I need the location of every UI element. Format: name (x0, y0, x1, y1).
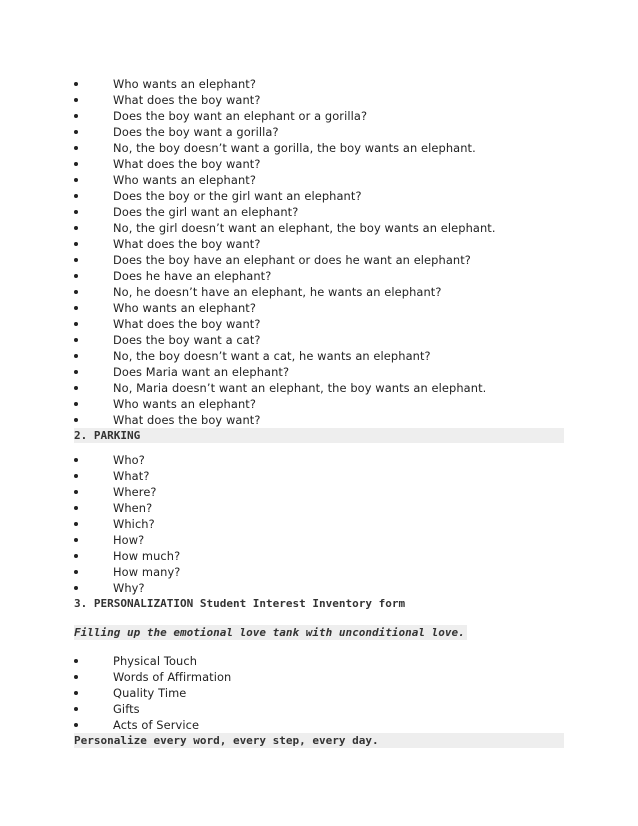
bullet-icon (74, 98, 78, 102)
list-item (74, 236, 564, 252)
question-word-list (74, 452, 564, 596)
bullet-icon (74, 178, 78, 182)
bullet-icon (74, 242, 78, 246)
list-item-text: No, the boy doesn’t want a gorilla, the boy wants an elephant. (113, 141, 476, 155)
bullet-icon (74, 474, 78, 478)
list-item-text: Who wants an elephant? (113, 173, 256, 187)
list-item-text: Does he have an elephant? (113, 269, 272, 283)
list-item-text: No, Maria doesn’t want an elephant, the boy wants an elephant. (113, 381, 487, 395)
list-item (74, 685, 564, 701)
list-item (74, 564, 564, 580)
bullet-icon (74, 130, 78, 134)
list-item (74, 284, 564, 300)
list-item-text: No, the boy doesn’t want a cat, he wants an elephant? (113, 349, 431, 363)
list-item (74, 172, 564, 188)
list-item-text: Gifts (113, 702, 140, 716)
list-item (74, 76, 564, 92)
bullet-icon (74, 538, 78, 542)
bullet-icon (74, 322, 78, 326)
bullet-icon (74, 210, 78, 214)
list-item-text: When? (113, 501, 153, 515)
bullet-icon (74, 659, 78, 663)
list-item-text: Physical Touch (113, 654, 198, 668)
list-item-text: How many? (113, 565, 181, 579)
list-item (74, 316, 564, 332)
list-item-text: What does the boy want? (113, 93, 261, 107)
bullet-icon (74, 707, 78, 711)
list-item (74, 364, 564, 380)
list-item-text: No, he doesn’t have an elephant, he wants an elephant? (113, 285, 442, 299)
section-heading-parking: 2. PARKING (74, 428, 564, 443)
list-item (74, 188, 564, 204)
list-item-text: Does Maria want an elephant? (113, 365, 290, 379)
list-item (74, 140, 564, 156)
list-item-text: Does the boy want an elephant or a gorilla? (113, 109, 368, 123)
bullet-icon (74, 570, 78, 574)
list-item (74, 532, 564, 548)
list-item-text: Who wants an elephant? (113, 397, 256, 411)
list-item (74, 204, 564, 220)
list-item-text: Why? (113, 581, 145, 595)
bullet-icon (74, 226, 78, 230)
love-language-list (74, 653, 564, 733)
bullet-icon (74, 82, 78, 86)
list-item-text: Words of Affirmation (113, 670, 232, 684)
bullet-icon (74, 675, 78, 679)
list-item-text: What does the boy want? (113, 237, 261, 251)
list-item (74, 484, 564, 500)
list-item-text: Where? (113, 485, 157, 499)
list-item (74, 516, 564, 532)
bullet-icon (74, 354, 78, 358)
list-item-text: Which? (113, 517, 155, 531)
list-item (74, 348, 564, 364)
section-subtitle: Filling up the emotional love tank with unconditional love. (74, 626, 465, 639)
list-item (74, 653, 564, 669)
list-item-text: What does the boy want? (113, 157, 261, 171)
list-item (74, 268, 564, 284)
bullet-icon (74, 490, 78, 494)
bullet-icon (74, 723, 78, 727)
bullet-icon (74, 114, 78, 118)
list-item (74, 500, 564, 516)
list-item-text: Who wants an elephant? (113, 77, 256, 91)
list-item (74, 92, 564, 108)
list-item-text: Does the girl want an elephant? (113, 205, 299, 219)
list-item-text: Acts of Service (113, 718, 200, 732)
list-item (74, 452, 564, 468)
list-item-text: Does the boy or the girl want an elephant? (113, 189, 362, 203)
bullet-icon (74, 290, 78, 294)
list-item-text: Quality Time (113, 686, 187, 700)
list-item (74, 300, 564, 316)
list-item-text: Does the boy want a gorilla? (113, 125, 279, 139)
list-item (74, 108, 564, 124)
bullet-icon (74, 258, 78, 262)
bullet-icon (74, 146, 78, 150)
list-item-text: How much? (113, 549, 181, 563)
bullet-icon (74, 586, 78, 590)
bullet-icon (74, 506, 78, 510)
list-item-text: What does the boy want? (113, 317, 261, 331)
list-item-text: No, the girl doesn’t want an elephant, the boy wants an elephant. (113, 221, 496, 235)
list-item-text: What does the boy want? (113, 413, 261, 427)
closing-line: Personalize every word, every step, every day. (74, 733, 564, 748)
list-item-text: Who wants an elephant? (113, 301, 256, 315)
list-item (74, 124, 564, 140)
list-item (74, 468, 564, 484)
list-item (74, 156, 564, 172)
list-item (74, 332, 564, 348)
list-item (74, 396, 564, 412)
list-item-text: Does the boy want a cat? (113, 333, 261, 347)
question-list (74, 76, 564, 428)
bullet-icon (74, 418, 78, 422)
bullet-icon (74, 162, 78, 166)
bullet-icon (74, 554, 78, 558)
bullet-icon (74, 458, 78, 462)
bullet-icon (74, 274, 78, 278)
list-item (74, 701, 564, 717)
bullet-icon (74, 370, 78, 374)
bullet-icon (74, 691, 78, 695)
section-heading-personalization: 3. PERSONALIZATION Student Interest Inventory form (74, 597, 406, 610)
list-item-text: How? (113, 533, 145, 547)
list-item (74, 669, 564, 685)
list-item (74, 412, 564, 428)
list-item (74, 220, 564, 236)
list-item-text: Who? (113, 453, 145, 467)
list-item (74, 380, 564, 396)
list-item (74, 717, 564, 733)
list-item (74, 252, 564, 268)
list-item (74, 580, 564, 596)
bullet-icon (74, 386, 78, 390)
bullet-icon (74, 338, 78, 342)
list-item-text: What? (113, 469, 150, 483)
bullet-icon (74, 402, 78, 406)
list-item-text: Does the boy have an elephant or does he want an elephant? (113, 253, 471, 267)
bullet-icon (74, 522, 78, 526)
bullet-icon (74, 306, 78, 310)
list-item (74, 548, 564, 564)
bullet-icon (74, 194, 78, 198)
